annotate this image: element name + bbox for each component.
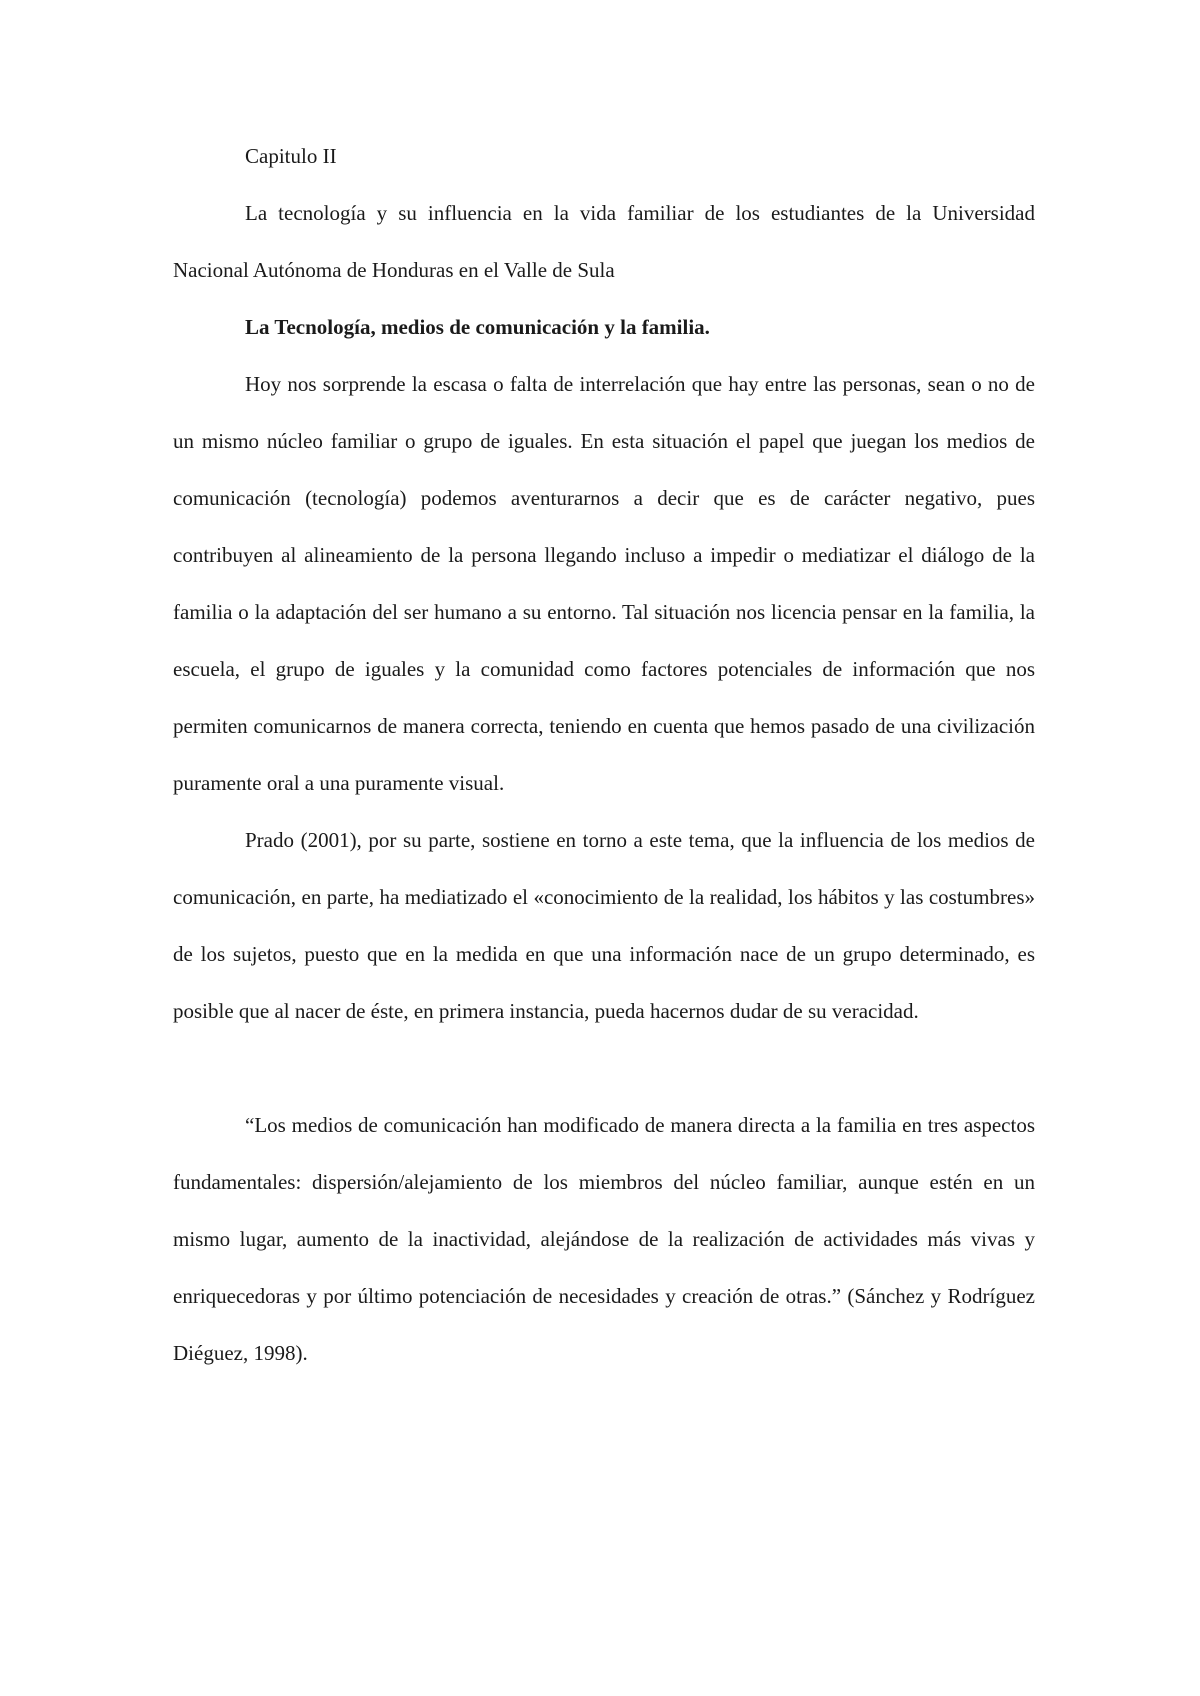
paragraph-2: Prado (2001), por su parte, sostiene en torno a este tema, que la influencia de los medios de comunicación, en parte, ha mediatizado el «conocimiento de la realidad, los hábitos y las costumbres» de los sujetos, puesto que en la medida en que una información nace de un grupo determinado, es posible que al nacer de éste, en primera instancia, pueda hacernos dudar de su veracidad. (173, 828, 1035, 1023)
paragraph-3: “Los medios de comunicación han modificado de manera directa a la familia en tres aspectos fundamentales: dispersión/alejamiento de los miembros del núcleo familiar, aunque estén en un mismo lugar, aumento de la inactividad, alejándose de la realización de actividades más vivas y enriquecedoras y por último potenciación de necesidades y creación de otras.” (Sánchez y Rodríguez Diéguez, 1998). (173, 1113, 1035, 1365)
document-title: La tecnología y su influencia en la vida familiar de los estudiantes de la Universidad Nacional Autónoma de Honduras en el Valle de Sula (173, 201, 1035, 282)
chapter-label: Capitulo II (245, 144, 337, 168)
paragraph-1: Hoy nos sorprende la escasa o falta de interrelación que hay entre las personas, sean o no de un mismo núcleo familiar o grupo de iguales. En esta situación el papel que juegan los medios de comunicación (tecnología) podemos aventurarnos a decir que es de carácter negativo, pues contribuyen al alineamiento de la persona llegando incluso a impedir o mediatizar el diálogo de la familia o la adaptación del ser humano a su entorno. Tal situación nos licencia pensar en la familia, la escuela, el grupo de iguales y la comunidad como factores potenciales de información que nos permiten comunicarnos de manera correcta, teniendo en cuenta que hemos pasado de una civilización puramente oral a una puramente visual. (173, 372, 1035, 795)
section-heading: La Tecnología, medios de comunicación y la familia. (245, 315, 710, 339)
